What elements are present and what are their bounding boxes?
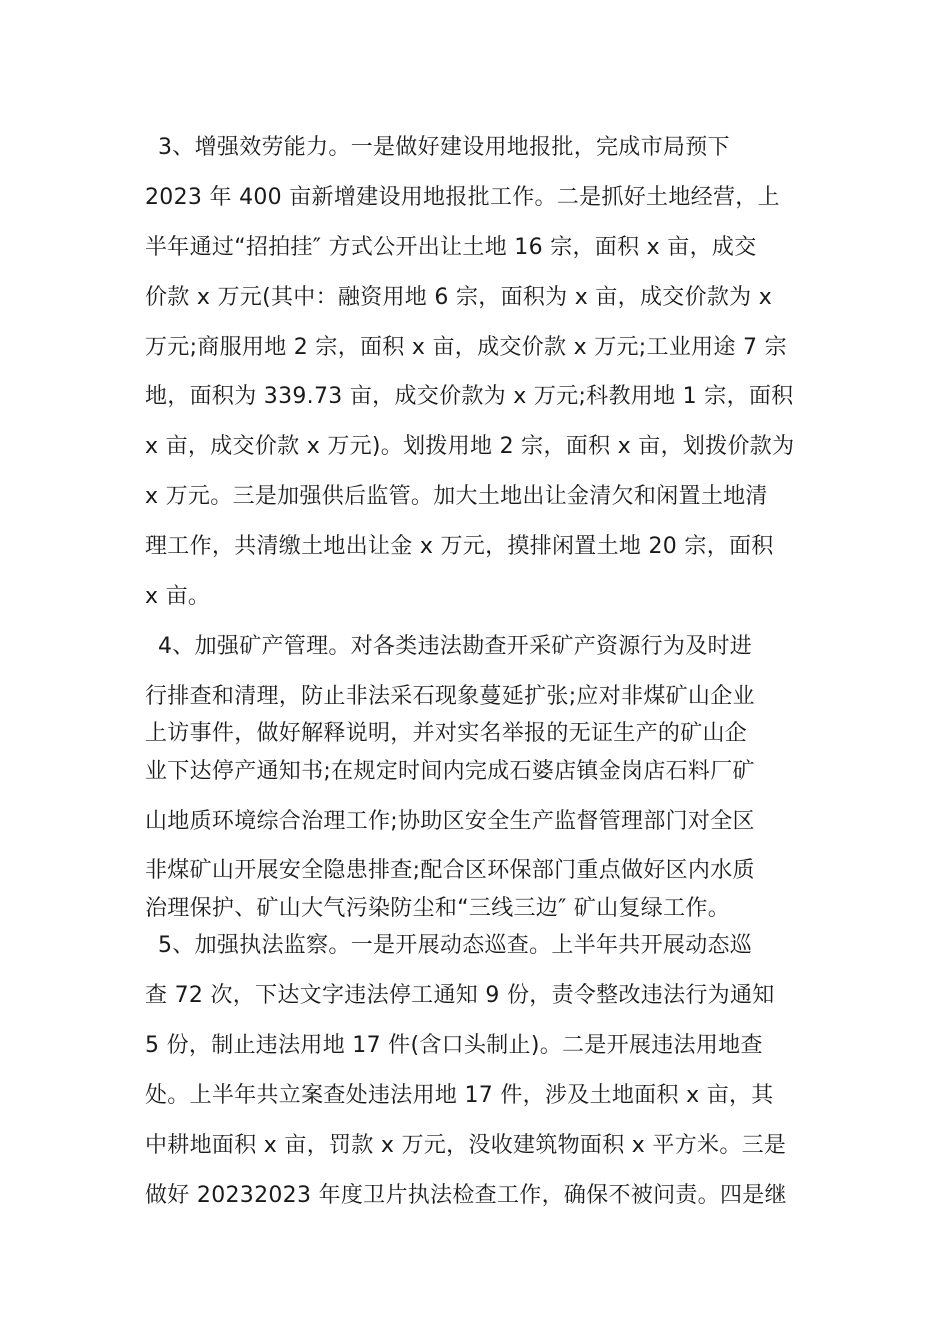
text-line: 做好 20232023 年度卫片执法检查工作，确保不被问责。四是继 (145, 1183, 787, 1208)
text-line: 非煤矿山开展安全隐患排查;配合区环保部门重点做好区内水质 (145, 858, 755, 883)
text-line: x 亩，成交价款 x 万元)。划拨用地 2 宗，面积 x 亩，划拨价款为 (145, 434, 795, 459)
text-line: 处。上半年共立案查处违法用地 17 件，涉及土地面积 x 亩，其 (145, 1083, 774, 1108)
text-line: 查 72 次，下达文字违法停工通知 9 份，责令整改违法行为通知 (145, 983, 775, 1008)
text-line: 价款 x 万元(其中：融资用地 6 宗，面积为 x 亩，成交价款为 x (145, 285, 773, 310)
text-line: 上访事件，做好解释说明，并对实名举报的无证生产的矿山企 (145, 721, 748, 746)
text-line: 万元;商服用地 2 宗，面积 x 亩，成交价款 x 万元;工业用途 7 宗 (145, 335, 787, 360)
text-line: 5、加强执法监察。一是开展动态巡查。上半年共开展动态巡 (158, 933, 753, 958)
text-line: 2023 年 400 亩新增建设用地报批工作。二是抓好土地经营，上 (145, 185, 780, 210)
text-line: 地，面积为 339.73 亩，成交价款为 x 万元;科教用地 1 宗，面积 (145, 384, 794, 409)
text-line: 5 份，制止违法用地 17 件(含口头制止)。二是开展违法用地查 (145, 1033, 763, 1058)
text-line: 中耕地面积 x 亩，罚款 x 万元，没收建筑物面积 x 平方米。三是 (145, 1133, 787, 1158)
text-line: 4、加强矿产管理。对各类违法勘查开采矿产资源行为及时进 (158, 634, 753, 659)
text-line: x 亩。 (145, 584, 211, 609)
text-line: 理工作，共清缴土地出让金 x 万元，摸排闲置土地 20 宗，面积 (145, 534, 774, 559)
text-line: 半年通过“招拍挂″ 方式公开出让土地 16 宗，面积 x 亩，成交 (145, 235, 757, 260)
text-line: 治理保护、矿山大气污染防尘和“三线三边″ 矿山复绿工作。 (145, 896, 731, 921)
text-line: x 万元。三是加强供后监管。加大土地出让金清欠和闲置土地清 (145, 484, 768, 509)
text-line: 3、增强效劳能力。一是做好建设用地报批，完成市局预下 (158, 135, 730, 160)
text-line: 山地质环境综合治理工作;协助区安全生产监督管理部门对全区 (145, 809, 755, 834)
text-line: 业下达停产通知书;在规定时间内完成石婆店镇金岗店石料厂矿 (145, 759, 755, 784)
text-line: 行排查和清理，防止非法采石现象蔓延扩张;应对非煤矿山企业 (145, 684, 755, 709)
